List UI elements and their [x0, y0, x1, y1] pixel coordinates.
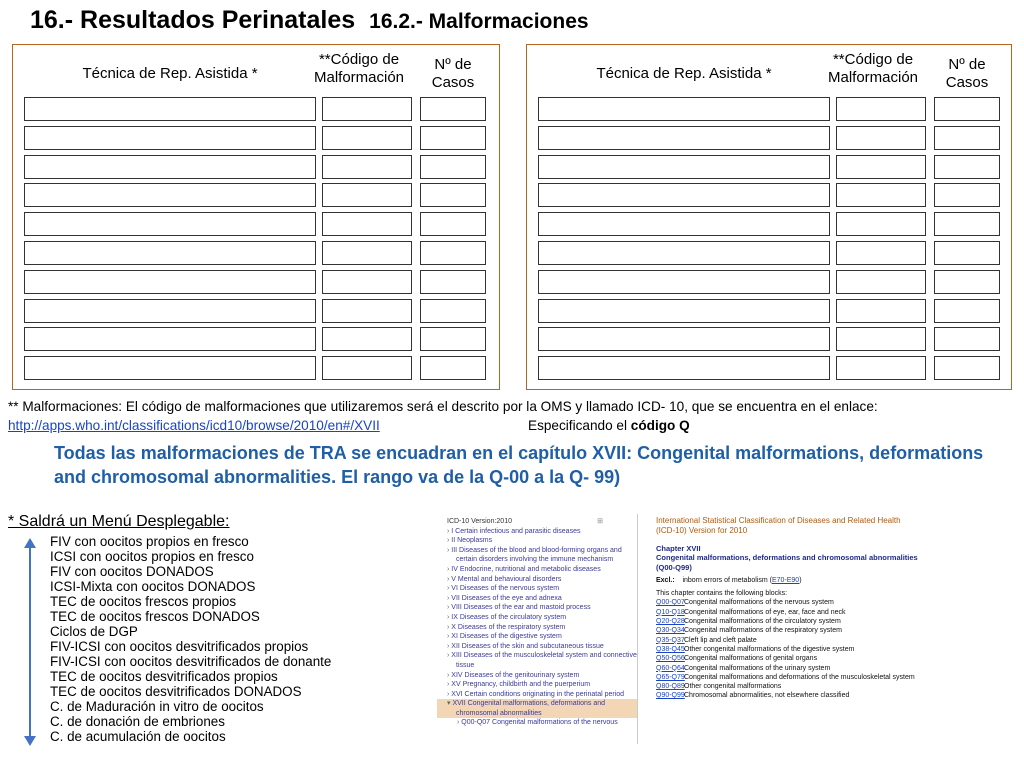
icd-tree-item[interactable]: tissue: [456, 661, 475, 669]
codigo-cell[interactable]: [322, 327, 412, 351]
expand-arrow-icon[interactable]: ›: [447, 642, 452, 650]
icd-block-row: Q35-Q37Cleft lip and cleft palate: [656, 636, 757, 644]
chapter-range: (Q00-Q99): [656, 562, 692, 572]
tecnica-cell[interactable]: [24, 241, 316, 265]
codigo-cell[interactable]: [322, 183, 412, 207]
expand-arrow-icon[interactable]: ›: [447, 546, 452, 554]
expand-arrow-icon[interactable]: ▾: [447, 700, 453, 708]
expand-arrow-icon[interactable]: ›: [447, 633, 452, 641]
icd-tree-item[interactable]: chromosomal abnormalities: [437, 709, 637, 719]
icd-tree-screenshot: [437, 514, 638, 744]
icd-block-row: Q20-Q28Congenital malformations of the circulatory system: [656, 618, 841, 626]
casos-cell[interactable]: [934, 212, 1000, 236]
icd-block-code-link[interactable]: Q65-Q79: [656, 673, 685, 681]
codigo-cell[interactable]: [322, 270, 412, 294]
dropdown-option: FIV con oocitos DONADOS: [50, 564, 214, 579]
page-title: [30, 6, 589, 35]
icd-block-row: Q10-Q18Congenital malformations of eye, ear, face and neck: [656, 608, 846, 616]
codigo-cell[interactable]: [322, 97, 412, 121]
dropdown-option: TEC de oocitos desvitrificados DONADOS: [50, 684, 302, 699]
casos-cell[interactable]: [934, 126, 1000, 150]
casos-cell[interactable]: [420, 356, 486, 380]
casos-cell[interactable]: [420, 327, 486, 351]
icd-chapter-screenshot: [650, 514, 1010, 744]
tecnica-cell[interactable]: [538, 183, 830, 207]
icd-block-row: Q00-Q07Congenital malformations of the nervous system: [656, 599, 834, 607]
expand-arrow-icon[interactable]: ›: [447, 537, 452, 545]
header-codigo: **Código de Malformación: [313, 51, 405, 86]
expand-arrow-icon[interactable]: ›: [447, 681, 452, 689]
icd-title: International Statistical Classification of Diseases and Related Health: [656, 516, 901, 525]
codigo-cell[interactable]: [836, 327, 926, 351]
icd-block-code-link[interactable]: Q80-Q89: [656, 683, 685, 691]
header-casos-right: Nº de Casos: [945, 56, 989, 91]
title-sub: 16.2.- Malformaciones: [369, 10, 589, 33]
dropdown-heading: * Saldrá un Menú Desplegable:: [8, 513, 230, 530]
dropdown-option: TEC de oocitos frescos propios: [50, 594, 237, 609]
tecnica-cell[interactable]: [24, 126, 316, 150]
tecnica-cell[interactable]: [24, 212, 316, 236]
expand-arrow-icon[interactable]: ›: [457, 719, 462, 727]
expand-arrow-icon[interactable]: ›: [447, 575, 452, 583]
header-codigo-right: **Código de Malformación: [827, 51, 919, 86]
dropdown-option: ICSI-Mixta con oocitos DONADOS: [50, 579, 256, 594]
codigo-cell[interactable]: [836, 155, 926, 179]
casos-cell[interactable]: [934, 241, 1000, 265]
malformation-note: ** Malformaciones: El código de malformaciones que utilizaremos será el descrito por la OMS y llamado ICD- 10, que se encuentra en el enlace:: [8, 399, 878, 414]
casos-cell[interactable]: [934, 270, 1000, 294]
dropdown-option: Ciclos de DGP: [50, 624, 138, 639]
expand-arrow-icon[interactable]: ›: [447, 613, 452, 621]
dropdown-option: TEC de oocitos desvitrificados propios: [50, 669, 278, 684]
casos-cell[interactable]: [420, 97, 486, 121]
expand-arrow-icon[interactable]: ›: [447, 594, 452, 602]
icd-tree-item[interactable]: › XII Diseases of the skin and subcutaneous tissue: [447, 642, 604, 650]
tecnica-cell[interactable]: [538, 241, 830, 265]
icd-tree-item[interactable]: › V Mental and behavioural disorders: [447, 575, 562, 583]
icd-block-code-link[interactable]: Q90-Q99: [656, 692, 685, 700]
grid-icon: ⊞: [597, 518, 603, 525]
casos-cell[interactable]: [934, 327, 1000, 351]
codigo-cell[interactable]: [836, 126, 926, 150]
tecnica-cell[interactable]: [538, 155, 830, 179]
icd-tree-item[interactable]: › VI Diseases of the nervous system: [447, 585, 560, 593]
tecnica-cell[interactable]: [538, 97, 830, 121]
codigo-cell[interactable]: [322, 212, 412, 236]
icd-tree-item[interactable]: › I Certain infectious and parasitic diseases: [447, 527, 581, 535]
tecnica-cell[interactable]: [24, 270, 316, 294]
icd-tree-item[interactable]: certain disorders involving the immune mechanism: [456, 556, 614, 564]
icd-tree-item[interactable]: › II Neoplasms: [447, 537, 493, 545]
codigo-cell[interactable]: [836, 356, 926, 380]
icd-tree-item[interactable]: › IV Endocrine, nutritional and metabolic diseases: [447, 565, 601, 573]
codigo-cell[interactable]: [836, 299, 926, 323]
tecnica-cell[interactable]: [538, 212, 830, 236]
tecnica-cell[interactable]: [538, 126, 830, 150]
icd-tree-item[interactable]: › XI Diseases of the digestive system: [447, 633, 562, 641]
chapter-highlight: Todas las malformaciones de TRA se encuadran en el capítulo XVII: Congenital malformations, deformations and chromosomal abnormalities. El rango va de la Q-00 a la Q- 99): [54, 443, 984, 487]
icd-tree-item[interactable]: › X Diseases of the respiratory system: [447, 623, 566, 631]
title-main: 16.- Resultados Perinatales: [30, 6, 356, 34]
header-tecnica-right: Técnica de Rep. Asistida *: [596, 65, 772, 82]
icd-title-version: (ICD-10) Version for 2010: [656, 526, 748, 535]
casos-cell[interactable]: [934, 155, 1000, 179]
casos-cell[interactable]: [934, 97, 1000, 121]
icd-block-row: Q30-Q34Congenital malformations of the respiratory system: [656, 627, 842, 635]
tecnica-cell[interactable]: [538, 270, 830, 294]
icd-block-row: Q50-Q56Congenital malformations of genital organs: [656, 655, 818, 663]
dropdown-option: FIV-ICSI con oocitos desvitrificados propios: [50, 639, 309, 654]
blocks-intro: This chapter contains the following blocks:: [656, 590, 788, 598]
casos-cell[interactable]: [420, 270, 486, 294]
codigo-cell[interactable]: [322, 155, 412, 179]
expand-arrow-icon[interactable]: ›: [447, 623, 452, 631]
icd-block-code-link[interactable]: Q38-Q45: [656, 645, 685, 653]
tecnica-cell[interactable]: [538, 327, 830, 351]
icd-block-code-link[interactable]: Q50-Q56: [656, 655, 685, 663]
double-arrow-icon: [22, 538, 38, 746]
icd-block-row: Q38-Q45Other congenital malformations of the digestive system: [656, 645, 855, 653]
icd-version: ICD-10 Version:2010 ⊞: [447, 518, 603, 525]
icd-block-code-link[interactable]: Q60-Q64: [656, 664, 685, 672]
casos-cell[interactable]: [420, 183, 486, 207]
dropdown-option: C. de acumulación de oocitos: [50, 729, 226, 744]
expand-arrow-icon[interactable]: ›: [447, 690, 452, 698]
icd-block-row: Q60-Q64Congenital malformations of the urinary system: [656, 664, 831, 672]
icd-block-row: Q90-Q99Chromosomal abnormalities, not elsewhere classified: [656, 692, 850, 700]
header-casos: Nº de Casos: [431, 56, 475, 91]
tecnica-cell[interactable]: [24, 327, 316, 351]
icd-tree-item[interactable]: › Q00-Q07 Congenital malformations of the nervous: [457, 719, 618, 727]
casos-cell[interactable]: [934, 299, 1000, 323]
icd-tree-item[interactable]: › XVI Certain conditions originating in the perinatal period: [447, 690, 625, 698]
icd-block-code-link[interactable]: Q10-Q18: [656, 608, 685, 616]
casos-cell[interactable]: [420, 241, 486, 265]
tecnica-cell[interactable]: [538, 356, 830, 380]
header-tecnica: Técnica de Rep. Asistida *: [82, 65, 258, 82]
dropdown-option: ICSI con oocitos propios en fresco: [50, 549, 254, 564]
icd10-link[interactable]: http://apps.who.int/classifications/icd10/browse/2010/en#/XVII: [8, 418, 380, 433]
codigo-cell[interactable]: [836, 270, 926, 294]
expand-arrow-icon[interactable]: ›: [447, 527, 452, 535]
dropdown-option: FIV-ICSI con oocitos desvitrificados de donante: [50, 654, 332, 669]
dropdown-option: C. de Maduración in vitro de oocitos: [50, 699, 264, 714]
icd-tree-item[interactable]: › VII Diseases of the eye and adnexa: [447, 594, 562, 602]
chapter-label: Chapter XVII: [656, 544, 701, 553]
codigo-cell[interactable]: [836, 241, 926, 265]
icd-tree-item[interactable]: › XIII Diseases of the musculoskeletal system and connective: [447, 652, 637, 660]
casos-cell[interactable]: [420, 212, 486, 236]
codigo-cell[interactable]: [836, 212, 926, 236]
tecnica-cell[interactable]: [538, 299, 830, 323]
casos-cell[interactable]: [420, 155, 486, 179]
codigo-cell[interactable]: [836, 97, 926, 121]
chapter-name: Congenital malformations, deformations and chromosomal abnormalities: [656, 553, 918, 563]
casos-cell[interactable]: [420, 299, 486, 323]
icd-tree-item[interactable]: › IX Diseases of the circulatory system: [447, 613, 567, 621]
icd-block-row: Q65-Q79Congenital malformations and deformations of the musculoskeletal system: [656, 673, 915, 681]
codigo-cell[interactable]: [322, 241, 412, 265]
icd-tree-item[interactable]: › XV Pregnancy, childbirth and the puerperium: [447, 681, 591, 689]
icd-tree-item[interactable]: ▾ XVII Congenital malformations, deformations and: [437, 699, 637, 709]
expand-arrow-icon[interactable]: ›: [447, 652, 452, 660]
icd-tree-item[interactable]: › III Diseases of the blood and blood-forming organs and: [447, 546, 622, 554]
dropdown-option: C. de donación de embriones: [50, 714, 225, 729]
dropdown-option: TEC de oocitos frescos DONADOS: [50, 609, 260, 624]
casos-cell[interactable]: [934, 356, 1000, 380]
icd-block-row: Q80-Q89Other congenital malformations: [656, 683, 782, 691]
icd-block-code-link[interactable]: Q20-Q28: [656, 618, 685, 626]
icd-block-code-link[interactable]: Q35-Q37: [656, 636, 685, 644]
expand-arrow-icon[interactable]: ›: [447, 671, 452, 679]
dropdown-options: [50, 534, 331, 744]
expand-arrow-icon[interactable]: ›: [447, 585, 452, 593]
expand-arrow-icon[interactable]: ›: [447, 604, 452, 612]
icd-block-code-link[interactable]: Q00-Q07: [656, 599, 685, 607]
icd-block-code-link[interactable]: Q30-Q34: [656, 627, 685, 635]
codigo-cell[interactable]: [322, 299, 412, 323]
expand-arrow-icon[interactable]: ›: [447, 565, 452, 573]
icd-tree-item[interactable]: › VIII Diseases of the ear and mastoid process: [447, 604, 591, 612]
exclusion-note: Excl.: inborn errors of metabolism (E70-E90): [656, 576, 802, 584]
specify-code-note: Especificando el código Q: [528, 418, 690, 433]
codigo-cell[interactable]: [322, 356, 412, 380]
icd-tree-item[interactable]: › XIV Diseases of the genitourinary system: [447, 671, 580, 679]
tecnica-cell[interactable]: [24, 97, 316, 121]
casos-cell[interactable]: [934, 183, 1000, 207]
casos-cell[interactable]: [420, 126, 486, 150]
dropdown-option: FIV con oocitos propios en fresco: [50, 534, 249, 549]
tecnica-cell[interactable]: [24, 356, 316, 380]
codigo-cell[interactable]: [836, 183, 926, 207]
codigo-cell[interactable]: [322, 126, 412, 150]
tecnica-cell[interactable]: [24, 183, 316, 207]
tecnica-cell[interactable]: [24, 155, 316, 179]
tecnica-cell[interactable]: [24, 299, 316, 323]
